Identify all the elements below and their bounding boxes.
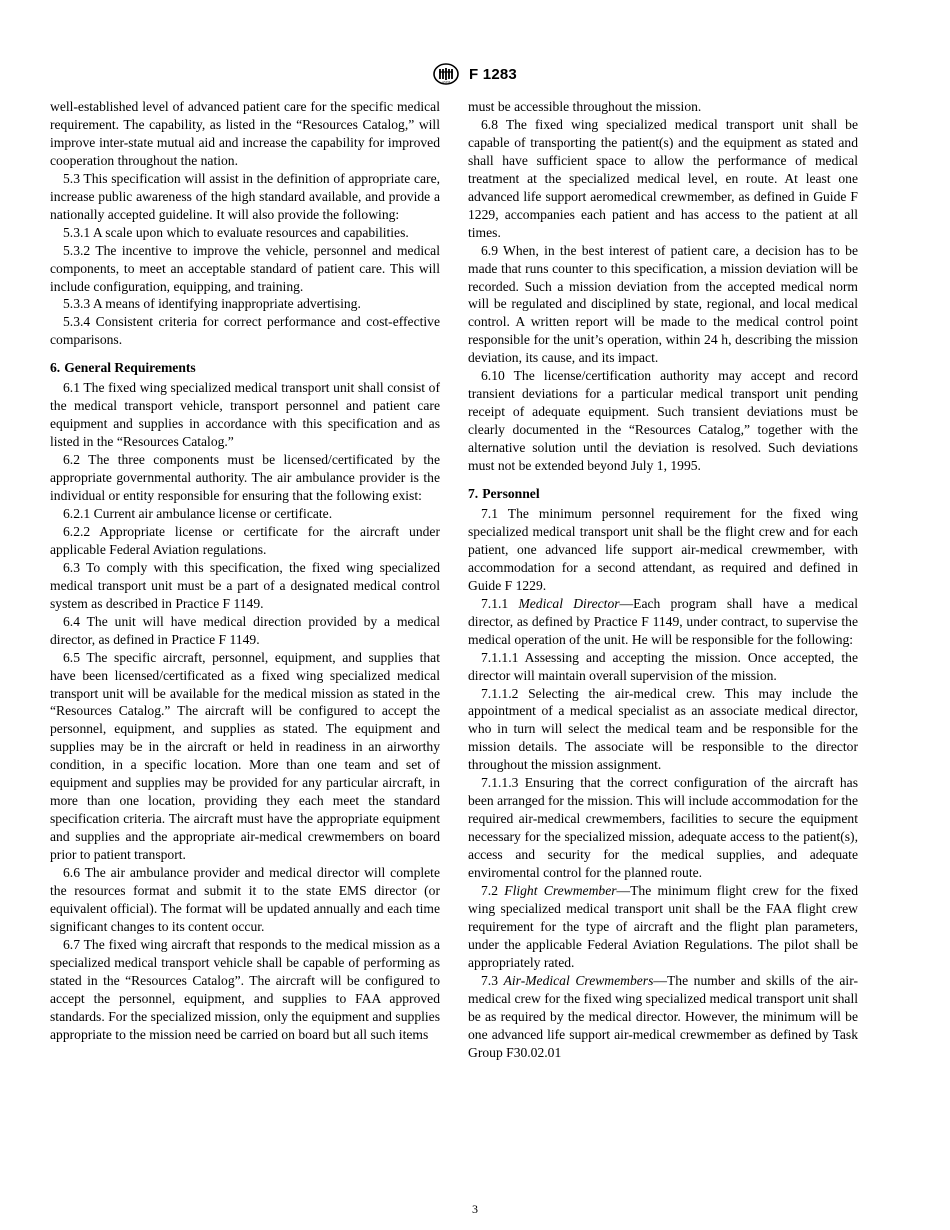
section-6-heading bbox=[50, 359, 440, 377]
paragraph-5-3-3: 5.3.3 A means of identifying inappropriate advertising. bbox=[63, 296, 361, 312]
paragraph-5-3: 5.3 This specification will assist in the definition of appropriate care, increase public awareness of the high standard available, and provide a nationally accepted guideline. It will also provide the following: bbox=[50, 170, 440, 222]
right-column bbox=[468, 98, 858, 1062]
paragraph-6-8: 6.8 The fixed wing specialized medical transport unit shall be capable of transporting the patient(s) and the equipment as stated and shall have sufficient space to allow the performance of medical treatment at the specialized medical level, en route. At least one advanced life support aeromedical crewmember, as defined in Guide F 1229, accompanies each patient and has access to the patient at all times. bbox=[468, 116, 858, 240]
paragraph-6-1: 6.1 The fixed wing specialized medical transport unit shall consist of the medical transport vehicle, transport personnel and patient care equipment and supplies in accordance with this specification and as listed in the “Resources Catalog.” bbox=[50, 380, 440, 450]
paragraph-6-7-continued: must be accessible throughout the mission. bbox=[468, 99, 702, 114]
paragraph-7-3 bbox=[468, 972, 858, 1062]
paragraph-5-3-1: 5.3.1 A scale upon which to evaluate resources and capabilities. bbox=[63, 224, 409, 240]
left-column bbox=[50, 98, 440, 1044]
section-7-title: Personnel bbox=[482, 486, 540, 502]
paragraph-6-4: 6.4 The unit will have medical direction provided by a medical director, as defined in Practice F 1149. bbox=[50, 613, 440, 647]
page-number: 3 bbox=[472, 1202, 478, 1216]
paragraph-6-6: 6.6 The air ambulance provider and medical director will complete the resources format and submit it to the state EMS director (or equivalent official). The format will be updated annually and each time significant changes to its content occur. bbox=[50, 865, 440, 934]
section-6-title: General Requirements bbox=[64, 360, 196, 376]
page-header bbox=[0, 63, 950, 85]
paragraph-7-2-text: —The minimum flight crew for the fixed wing specialized medical transport unit shall be the FAA flight crew requirement for the type of aircraft and the flight plan parameters, under the applicable Federal Aviation Regulations. The pilot shall be appropriately rated. bbox=[468, 882, 858, 970]
paragraph-5-3-4: 5.3.4 Consistent criteria for correct performance and cost-effective comparisons. bbox=[50, 314, 440, 348]
paragraph-7-1-1 bbox=[468, 595, 858, 649]
paragraph-6-3: 6.3 To comply with this specification, the fixed wing specialized medical transport unit must be a part of a designated medical control system as described in Practice F 1149. bbox=[50, 559, 440, 611]
paragraph-7-1: 7.1 The minimum personnel requirement for the fixed wing specialized medical transport unit shall be the flight crew and for each patient, one advanced life support air-medical crewmember, with accommodation for a second attendant, as required and defined in Guide F 1229. bbox=[468, 505, 858, 593]
paragraph-7-2 bbox=[468, 882, 858, 972]
paragraph-6-10: 6.10 The license/certification authority may accept and record transient deviations for a particular medical transport unit pending receipt of adequate equipment. Such transient deviations must be clearly documented in the “Resources Catalog,” together with the alternative solution until the deviation is resolved. Such deviations must not be extended beyond July 1, 1995. bbox=[468, 368, 858, 474]
paragraph-7-1-1-3: 7.1.1.3 Ensuring that the correct configuration of the aircraft has been arranged for the mission. This will include accommodation for the required air-medical crewmembers, facilities to secure the equipment necessary for the specialized mission, adequate access to the patient(s), access and security for the medical supplies, and adequate enviromental control for the planned route. bbox=[468, 775, 858, 881]
paragraph-7-2-number: 7.2 bbox=[481, 882, 498, 898]
astm-logo-icon bbox=[433, 63, 459, 85]
paragraph-7-1-1-2: 7.1.1.2 Selecting the air-medical crew. This may include the appointment of a medical specialist as an associate medical director, who in turn will select the medical team and be responsible for the mission details. The associate will be responsible to the director throughout the mission assignment. bbox=[468, 685, 858, 773]
section-7-heading bbox=[468, 485, 858, 503]
paragraph-6-2-1: 6.2.1 Current air ambulance license or certificate. bbox=[63, 505, 333, 521]
paragraph-6-2-2: 6.2.2 Appropriate license or certificate for the aircraft under applicable Federal Aviation regulations. bbox=[50, 523, 440, 557]
paragraph-7-2-term: Flight Crewmember bbox=[504, 882, 617, 898]
paragraph-7-1-1-term: Medical Director bbox=[518, 595, 620, 611]
document-number: F 1283 bbox=[469, 65, 517, 83]
paragraph-6-5: 6.5 The specific aircraft, personnel, equipment, and supplies that have been licensed/certificated as a fixed wing specialized medical transport unit will be available for the medical mission as stated in the “Resources Catalog.” The aircraft will be configured to accept the personnel, equipment, and supplies as stated. The equipment and supplies may be in the aircraft or held in readiness in an airworthy condition, in a specific location. More than one team and set of equipment and supplies may be provided for any particular aircraft, in more than one location, providing they each meet the standard specification criteria. The aircraft must have the appropriate equipment and supplies and the appropriate air-medical crewmembers on board prior to patient transport. bbox=[50, 649, 440, 863]
paragraph-7-1-1-number: 7.1.1 bbox=[481, 595, 509, 611]
paragraph-6-2: 6.2 The three components must be licensed/certificated by the appropriate governmental authority. The air ambulance provider is the individual or entity responsible for ensuring that the following exist: bbox=[50, 452, 440, 504]
paragraph-6-9: 6.9 When, in the best interest of patient care, a decision has to be made that runs counter to this specification, a mission deviation will be recorded. Such a mission deviation from the accepted medical norm will be regulated and disciplined by state, regional, and local medical control. A written report will be made to the medical control point responsible for the unit’s operation, within 24 h, describing the mission deviation, its cause, and its impact. bbox=[468, 242, 858, 366]
paragraph-7-3-term: Air-Medical Crewmembers bbox=[503, 972, 654, 988]
paragraph-6-7: 6.7 The fixed wing aircraft that responds to the medical mission as a specialized medical transport vehicle shall be capable of performing as stated in the “Resources Catalog”. The aircraft will be configured to accept the personnel, equipment, and supplies to FAA approved standards. For the specialized mission, only the equipment and supplies appropriate to the mission need be carried on board but all such items bbox=[50, 936, 440, 1042]
section-6-number: 6. bbox=[50, 360, 61, 376]
paragraph-7-3-number: 7.3 bbox=[481, 972, 498, 988]
paragraph-5-2-continued: well-established level of advanced patient care for the specific medical requirement. The capability, as listed in the “Resources Catalog,” will improve inter-state mutual aid and increase the capability for improved cooperation throughout the nation. bbox=[50, 99, 440, 168]
paragraph-7-3-text: —The number and skills of the air-medical crew for the fixed wing specialized medical transport unit shall be as required by the medical director. However, the minimum will be one advanced life support air-medical crewmember as defined by Task Group F30.02.01 bbox=[468, 972, 858, 1060]
paragraph-7-1-1-1: 7.1.1.1 Assessing and accepting the mission. Once accepted, the director will maintain overall supervision of the mission. bbox=[468, 649, 858, 683]
section-7-number: 7. bbox=[468, 486, 479, 502]
paragraph-7-1-1-text: —Each program shall have a medical director, as defined by Practice F 1149, under contract, to supervise the medical operation of the unit. He will be responsible for the following: bbox=[468, 595, 858, 647]
svg-text:ASTM: ASTM bbox=[441, 80, 451, 84]
paragraph-5-3-2: 5.3.2 The incentive to improve the vehicle, personnel and medical components, to meet an acceptable standard of patient care. This will include configuration, equipping, and training. bbox=[50, 242, 440, 294]
